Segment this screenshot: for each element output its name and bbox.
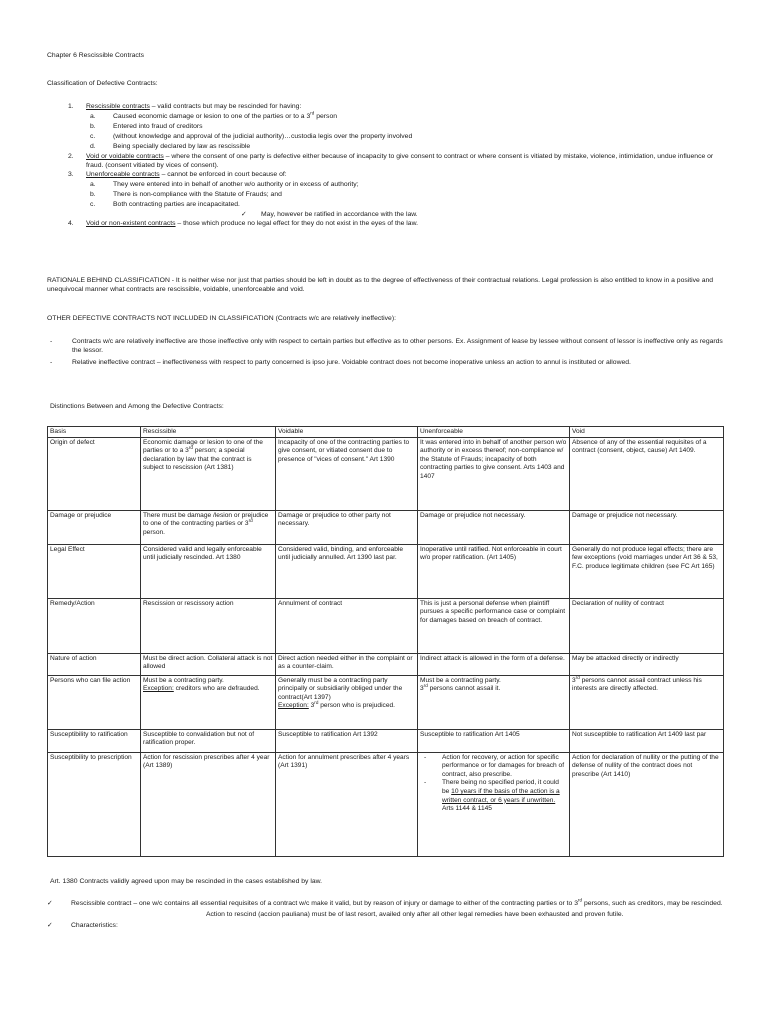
other-defective-list	[47, 338, 723, 370]
sub-letter: d.	[90, 142, 96, 150]
sub-text: Entered into fraud of creditors	[113, 122, 203, 130]
table-cell: Must be direct action. Collateral attack is not allowed	[141, 653, 276, 675]
cell-line: Exception: 3rd person who is prejudiced.	[278, 700, 395, 710]
dash-bullet: -	[50, 338, 53, 345]
table-cell: Damage or prejudice to other party not necessary.	[276, 510, 418, 544]
sub-list-item	[86, 133, 723, 142]
rationale-text: It is neither wise nor just that parties should be left in doubt as to the degree of effectiveness of their contractual relations. Legal profession is also entitled to know in a positive and unequivocal manner what contracts are rescissible, voidable, unenforceable and void.	[47, 277, 714, 293]
table-cell: 3rd persons cannot assail contract unless his interests are directly affected.	[570, 675, 724, 729]
table-cell: Direct action needed either in the complaint or as a counter-claim.	[276, 653, 418, 675]
basis-cell: Origin of defect	[48, 437, 141, 510]
sub-list-item	[86, 191, 723, 200]
table-row	[48, 752, 724, 856]
list-number: 1.	[68, 103, 74, 110]
cell-line: Generally must be a contracting party principally or subsidiarily obliged under the contract(Art 1397)	[278, 676, 403, 701]
table-cell: There must be damage /lesion or prejudice to one of the contracting parties or 3rd person.	[141, 510, 276, 544]
table-row	[48, 675, 724, 729]
underlined-text: 10 years if the basis of the action is a written contract, or 6 years if unwritten.	[442, 787, 560, 804]
cell-line: 3rd persons cannot assail it.	[420, 683, 501, 693]
table-cell: This is just a personal defense when plaintiff pursues a specific performance case or complaint for damages based on breach of contract.	[418, 598, 570, 653]
list-item	[47, 359, 723, 368]
check-item	[47, 897, 723, 920]
sub-list-item: a. Caused economic damage or lesion to one of the parties or to a 3rd person	[90, 110, 337, 120]
item-text: There being no specified period, it could be	[442, 779, 559, 795]
table-cell: Considered valid and legally enforceable until judicially rescinded. Art 1380	[141, 544, 276, 598]
distinctions-heading: Distinctions Between and Among the Defective Contracts:	[50, 403, 224, 410]
item-text: Relative ineffective contract – ineffectiveness with respect to party concerned is ipso jure. Voidable contract does not become inoperative unless an action to annul is instituted or allowed.	[72, 358, 631, 366]
table-row	[48, 729, 724, 752]
table-header-row	[48, 427, 724, 438]
list-definition: – valid contracts but may be rescinded for having:	[149, 103, 302, 110]
sub-letter: c.	[90, 132, 96, 140]
exception-label: Exception:	[143, 685, 174, 693]
list-number: 2.	[68, 152, 74, 160]
header-cell: Basis	[48, 427, 141, 438]
sub-text: There is non-compliance with the Statute of Frauds; and	[113, 191, 282, 199]
list-number: 4.	[68, 219, 74, 227]
item-text: Contracts w/c are relatively ineffective are those ineffective only with respect to certain parties but effective as to other persons. Ex. Assignment of lease by lessee without consent of lessor is ineffective only as regards the lessor.	[72, 338, 723, 354]
table-cell: Action for declaration of nullity or the putting of the defense of nullity of the contract does not prescribe (Art 1410)	[570, 752, 724, 856]
ratification-note	[86, 211, 723, 220]
table-cell: Susceptible to ratification Art 1405	[418, 729, 570, 752]
table-cell: Generally do not produce legal effects; there are few exceptions (void marriages under Art 36 & 53, F.C. produce legitimate children (see FC Art 165)	[570, 544, 724, 598]
page-title: Chapter 6 Rescissible Contracts	[47, 52, 145, 59]
sub-list-item	[86, 201, 723, 210]
dash-bullet: -	[424, 753, 427, 761]
basis-cell: Nature of action	[48, 653, 141, 675]
list-item	[47, 153, 723, 171]
dash-bullet: -	[50, 358, 53, 366]
table-cell: Action for rescission prescribes after 4 year (Art 1389)	[141, 752, 276, 856]
item-text: Arts 1144 & 1145	[442, 805, 492, 813]
header-cell: Voidable	[276, 427, 418, 438]
table-cell: Not susceptible to ratification Art 1409 last par	[570, 729, 724, 752]
header-cell: Unenforceable	[418, 427, 570, 438]
table-cell	[141, 675, 276, 729]
table-cell: Absence of any of the essential requisites of a contract (consent, object, cause) Art 1409.	[570, 437, 724, 510]
table-row	[48, 437, 724, 510]
check-icon: ✓	[241, 211, 247, 219]
table-cell: Indirect attack is allowed in the form of a defense.	[418, 653, 570, 675]
table-cell: Susceptible to ratification Art 1392	[276, 729, 418, 752]
list-item	[420, 754, 567, 780]
table-cell	[418, 675, 570, 729]
exception-text: creditors who are defrauded.	[173, 685, 260, 693]
sub-text: Being specially declared by law as rescissible	[113, 142, 251, 150]
sub-letter: b.	[90, 191, 96, 199]
table-cell: Rescission or rescissory action	[141, 598, 276, 653]
list-definition: – those which produce no legal effect for they do not exist in the eyes of the law.	[175, 219, 418, 227]
sub-text: (without knowledge and approval of the judicial authority)…custodia legis over the property involved	[113, 132, 413, 140]
table-cell: Incapacity of one of the contracting parties to give consent, or vitiated consent due to presence of "vices of consent." Art 1390	[276, 437, 418, 510]
basis-cell: Susceptibility to prescription	[48, 752, 141, 856]
table-cell: Susceptible to convalidation but not of ratification proper.	[141, 729, 276, 752]
sub-list-item	[86, 123, 723, 132]
classification-heading: Classification of Defective Contracts:	[47, 80, 158, 87]
table-cell: Damage or prejudice not necessary.	[570, 510, 724, 544]
sub-text: Both contracting parties are incapacitated.	[113, 201, 240, 209]
basis-cell: Persons who can file action	[48, 675, 141, 729]
table-cell: Inoperative until ratified. Not enforceable in court w/o proper ratification. (Art 1405)	[418, 544, 570, 598]
rationale-label: RATIONALE BEHIND CLASSIFICATION -	[47, 277, 175, 284]
sub-letter: c.	[90, 201, 96, 209]
sub-list-item	[86, 143, 723, 152]
cell-line	[143, 685, 273, 694]
header-cell: Void	[570, 427, 724, 438]
sub-letter: a.	[90, 112, 96, 120]
table-cell: Considered valid, binding, and enforceable until judicially annulled. Art 1390 last par.	[276, 544, 418, 598]
list-item	[47, 220, 723, 229]
table-cell: Damage or prejudice not necessary.	[418, 510, 570, 544]
list-term: Void or non-existent contracts	[86, 219, 176, 227]
cell-line: Must be a contracting party.	[143, 676, 224, 684]
accion-pauliana-text: Action to rescind (accion pauliana) must be of last resort, availed only after all other legal remedies have been exhausted and proven futile.	[206, 910, 624, 918]
basis-cell: Legal Effect	[48, 544, 141, 598]
table-cell: It was entered into in behalf of another person w/o authority or in excess thereof; non-compliance w/ the Statute of Frauds; incapacity of both contracting parties to give consent. Arts 1403 and 1407	[418, 437, 570, 510]
basis-cell: Remedy/Action	[48, 598, 141, 653]
table-cell: Annulment of contract	[276, 598, 418, 653]
sub-letter: b.	[90, 122, 96, 130]
sub-list	[86, 181, 723, 210]
list-term: Rescissible contracts	[86, 103, 150, 110]
note-text: May, however be ratified in accordance with the law.	[261, 211, 418, 219]
sub-text: They were entered into in behalf of another w/o authority or in excess of authority;	[113, 181, 359, 189]
list-item	[47, 103, 723, 152]
prescription-list	[420, 754, 567, 814]
check-icon: ✓	[47, 921, 53, 929]
table-cell: Economic damage or lesion to one of the parties or to a 3rd person; a special declaration by law that the contract is subject to rescission (Art 1381)	[141, 437, 276, 510]
other-defective-heading: OTHER DEFECTIVE CONTRACTS NOT INCLUDED IN CLASSIFICATION (Contracts w/c are relatively ineffective):	[47, 315, 396, 322]
list-item	[47, 338, 723, 356]
list-item	[47, 171, 723, 220]
table-row	[48, 510, 724, 544]
distinctions-table	[47, 426, 724, 857]
table-cell: May be attacked directly or indirectly	[570, 653, 724, 675]
list-definition: – cannot be enforced in court because of:	[159, 171, 287, 179]
check-item	[47, 922, 723, 931]
art-1380-text: Art. 1380 Contracts validly agreed upon may be rescinded in the cases established by law.	[50, 878, 323, 885]
table-row	[48, 598, 724, 653]
table-cell: Declaration of nullity of contract	[570, 598, 724, 653]
defective-contracts-list	[47, 103, 723, 229]
header-cell: Rescissible	[141, 427, 276, 438]
dash-bullet: -	[424, 779, 427, 787]
item-text: Characteristics:	[71, 921, 118, 929]
table-cell	[276, 675, 418, 729]
item-text: Action for recovery, or action for specific performance or for damages for breach of contract, also prescribe.	[442, 753, 565, 778]
rationale-paragraph	[47, 277, 719, 295]
list-term: Unenforceable contracts	[86, 171, 160, 179]
sub-list	[86, 110, 723, 152]
table-cell: Action for annulment prescribes after 4 years (Art 1391)	[276, 752, 418, 856]
table-row	[48, 544, 724, 598]
list-definition: – where the consent of one party is defective either because of incapacity to give consent to contract or where consent is vitiated by mistake, violence, intimidation, undue influence or fraud. (consent vitiated by vices of consent).	[86, 152, 714, 169]
table-cell	[418, 752, 570, 856]
list-term: Void or voidable contracts	[86, 152, 164, 160]
sub-letter: a.	[90, 181, 96, 189]
table-row	[48, 653, 724, 675]
basis-cell: Damage or prejudice	[48, 510, 141, 544]
item-text: Rescissible contract – one w/c contains all essential requisites of a contract w/c make it valid, but by reason of injury or damage to either of the contracting parties or to 3rd persons, such as creditors, may be rescinded.	[71, 897, 723, 907]
exception-label: Exception:	[278, 702, 309, 710]
list-number: 3.	[68, 171, 74, 179]
check-icon: ✓	[47, 900, 53, 907]
sub-list-item	[86, 181, 723, 190]
list-item	[420, 779, 567, 813]
basis-cell: Susceptibility to ratification	[48, 729, 141, 752]
cell-line: Must be a contracting party.	[420, 676, 501, 684]
checklist	[47, 897, 723, 930]
